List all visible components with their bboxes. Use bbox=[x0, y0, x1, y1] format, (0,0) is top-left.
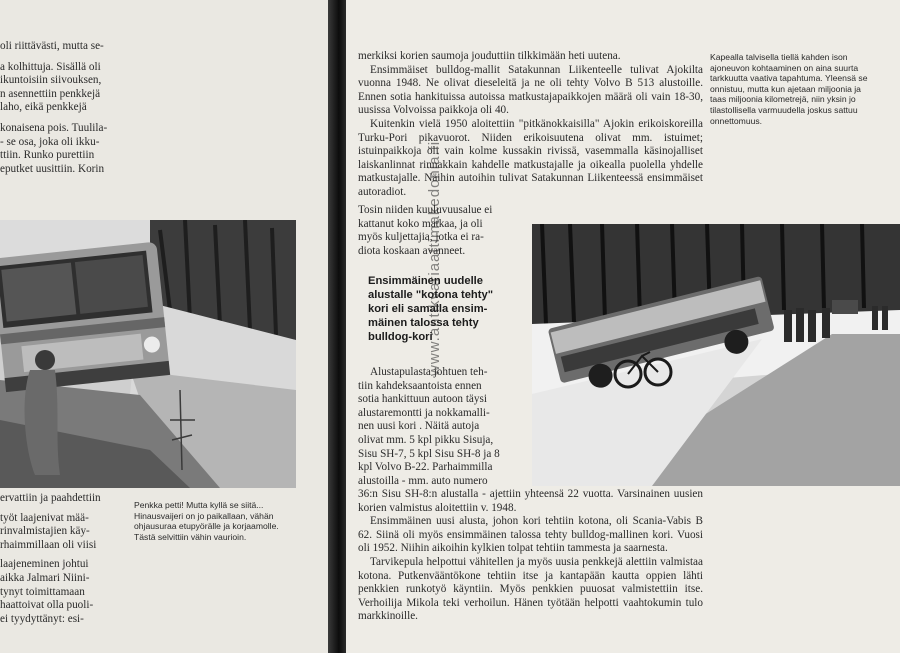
text-line: oli riittävästi, mutta se- bbox=[0, 40, 104, 52]
text-line: eputket uusittiin. Korin bbox=[0, 162, 105, 175]
paragraph: Tarvikepula helpottui vähitellen ja myös uusia penkkejä alettiin valmistaa kotona. Putkenvääntökone tehtiin itse ja kantapään kautta oppien lähti penkkien runkotyö käyntiin. Myös penkkien puuosat valmistettiin itse. Verhoilija Mikola teki verhoilun. Hänen työtään helpotti vaahtokumin tulo markkinoille. bbox=[358, 555, 703, 623]
paragraph: Ensimmäinen uusi alusta, johon kori tehtiin kotona, oli Scania-Vabis B 62. Siinä oli myös ensimmäinen talossa tehty bulldog-mallinen kori. Vuosi oli 1952. Niihin aikoihin kylkien tolpat tehtiin tammesta ja saarnesta. bbox=[358, 515, 703, 555]
text-line: työt laajenivat mää- bbox=[0, 511, 89, 524]
text-line: kattanut koko matkaa, ja oli bbox=[358, 217, 483, 230]
paragraph: merkiksi korien saumoja jouduttiin tilkkimään heti uutena. bbox=[358, 50, 621, 62]
right-narrow-text-2 bbox=[358, 366, 530, 488]
paragraph: Ensimmäiset bulldog-mallit Satakunnan Liikenteelle tulivat Ajokilta vuonna 1948. Ne olivat dieseleitä ja ne oli tehty Volvo B 513 alustoille. Ennen sotia hankituissa autoissa matkustajapaikkojen määrä oli vain 18-30, uusissa Volvoissa paikkoja oli 40. bbox=[358, 63, 703, 117]
text-line: Alustapulasta johtuen teh- bbox=[370, 366, 488, 378]
text-line: Sisu SH-7, 5 kpl Sisu SH-8 ja 8 bbox=[358, 447, 500, 460]
text-line: kpl Volvo B-22. Parhaimmilla bbox=[358, 461, 493, 474]
text-line: Tosin niiden kuuluvuusalue ei bbox=[358, 204, 493, 216]
right-bottom-text bbox=[358, 488, 703, 624]
overturned-bus-image bbox=[532, 224, 900, 486]
text-line: ttiin. Runko purettiin bbox=[0, 149, 95, 162]
heading-line: bulldog-kori bbox=[368, 331, 433, 343]
text-line: rinvalmistajien käy- bbox=[0, 525, 90, 538]
text-line: ei tyydyttänyt: esi- bbox=[0, 612, 84, 625]
text-line: n asennettiin penkkejä bbox=[0, 87, 101, 100]
text-line: myös kuljettajia, jotka ei ra- bbox=[358, 231, 484, 244]
heading-line: Ensimmäinen uudelle bbox=[368, 275, 484, 287]
left-photo-caption: Penkka petti! Mutta kyllä se siitä... Hinausvaijeri on jo paikallaan, vähän ohjausuraa etupyörälle ja korjaamolle. Tästä selvittiin vähin vaurioin. bbox=[134, 500, 279, 542]
bus-photo-image bbox=[0, 220, 296, 488]
text-line: diota koskaan avanneet. bbox=[358, 244, 466, 257]
paragraph: 36:n Sisu SH-8:n alustalla - ajettiin yhteensä 22 vuotta. Varsinainen uusien korien valmistus aloitettiin v. 1948. bbox=[358, 488, 703, 514]
bus-in-ditch-photo bbox=[0, 220, 296, 488]
text-line: ikuntoisiin siivouksen, bbox=[0, 74, 102, 87]
text-line: olivat mm. 5 kpl pikku Sisuja, bbox=[358, 433, 494, 446]
text-line: nen uusi kori . Näitä autoja bbox=[358, 420, 480, 433]
text-line: ervattiin ja paahdettiin bbox=[0, 492, 101, 504]
text-line: konaisena pois. Tuulila- bbox=[0, 121, 108, 134]
text-line: tiin kahdeksaantoista ennen bbox=[358, 379, 482, 392]
text-line: aikka Jalmari Niini- bbox=[0, 571, 90, 584]
overturned-bus-photo bbox=[532, 224, 900, 486]
left-bottom-text bbox=[0, 492, 122, 626]
paragraph: Kuitenkin vielä 1950 aloitettiin "pitkänokkaisilla" Ajokin erikoiskoreilla Turku-Pori pikavuorot. Niiden erikoisuutena olivat mm. istuimet; istuinpaikkoja oli vain kolme kussakin rivissä, vasemmalla käsinojalliset laiskanlinnat rinnakkain kahdelle matkustajalle ja oikealla puolella yhdelle matkustajalle. Näihin autoihin tulivat Satakunnan Liikenteessä ensimmäiset autoradiot. bbox=[358, 117, 703, 198]
section-heading bbox=[368, 274, 528, 344]
text-line: - se osa, joka oli ikku- bbox=[0, 135, 100, 148]
text-line: rhaimmillaan oli viisi bbox=[0, 538, 97, 551]
left-page bbox=[0, 0, 328, 653]
watermark: www.antikvariaattimakedonia.fi bbox=[426, 140, 443, 376]
right-page bbox=[346, 0, 900, 653]
book-gutter bbox=[328, 0, 346, 653]
right-narrow-text bbox=[358, 204, 530, 258]
text-line: alustoilla - mm. auto numero bbox=[358, 474, 488, 487]
text-line: alustaremontti ja nokkamalli- bbox=[358, 406, 490, 419]
text-line: haattoivat olla puoli- bbox=[0, 599, 94, 612]
text-line: tynyt toimittamaan bbox=[0, 585, 85, 598]
text-line: laho, eikä penkkejä bbox=[0, 101, 87, 114]
text-line: laajeneminen johtui bbox=[0, 558, 89, 571]
right-wide-text bbox=[358, 50, 703, 200]
heading-line: mäinen talossa tehty bbox=[368, 317, 479, 329]
right-photo-caption: Kapealla talvisella tiellä kahden ison ajoneuvon kohtaaminen on aina suurta tarkkuutta vaativa tapahtuma. Yleensä se onnistuu, mutta kun ajetaan miljoonia ja taas miljoonia kilometrejä, niin yksin jo tilastollisella varmuudella joskus sattuu onnettomuus. bbox=[710, 52, 868, 126]
heading-line: kori eli samalla ensim- bbox=[368, 303, 488, 315]
text-line: sotia hankittuun autoon täysi bbox=[358, 393, 487, 406]
text-line bbox=[0, 115, 122, 122]
left-top-text bbox=[0, 40, 122, 176]
heading-line: alustalle "kotona tehty" bbox=[368, 289, 493, 301]
text-line: a kolhittuja. Sisällä oli bbox=[0, 60, 101, 73]
text-line bbox=[0, 54, 122, 61]
